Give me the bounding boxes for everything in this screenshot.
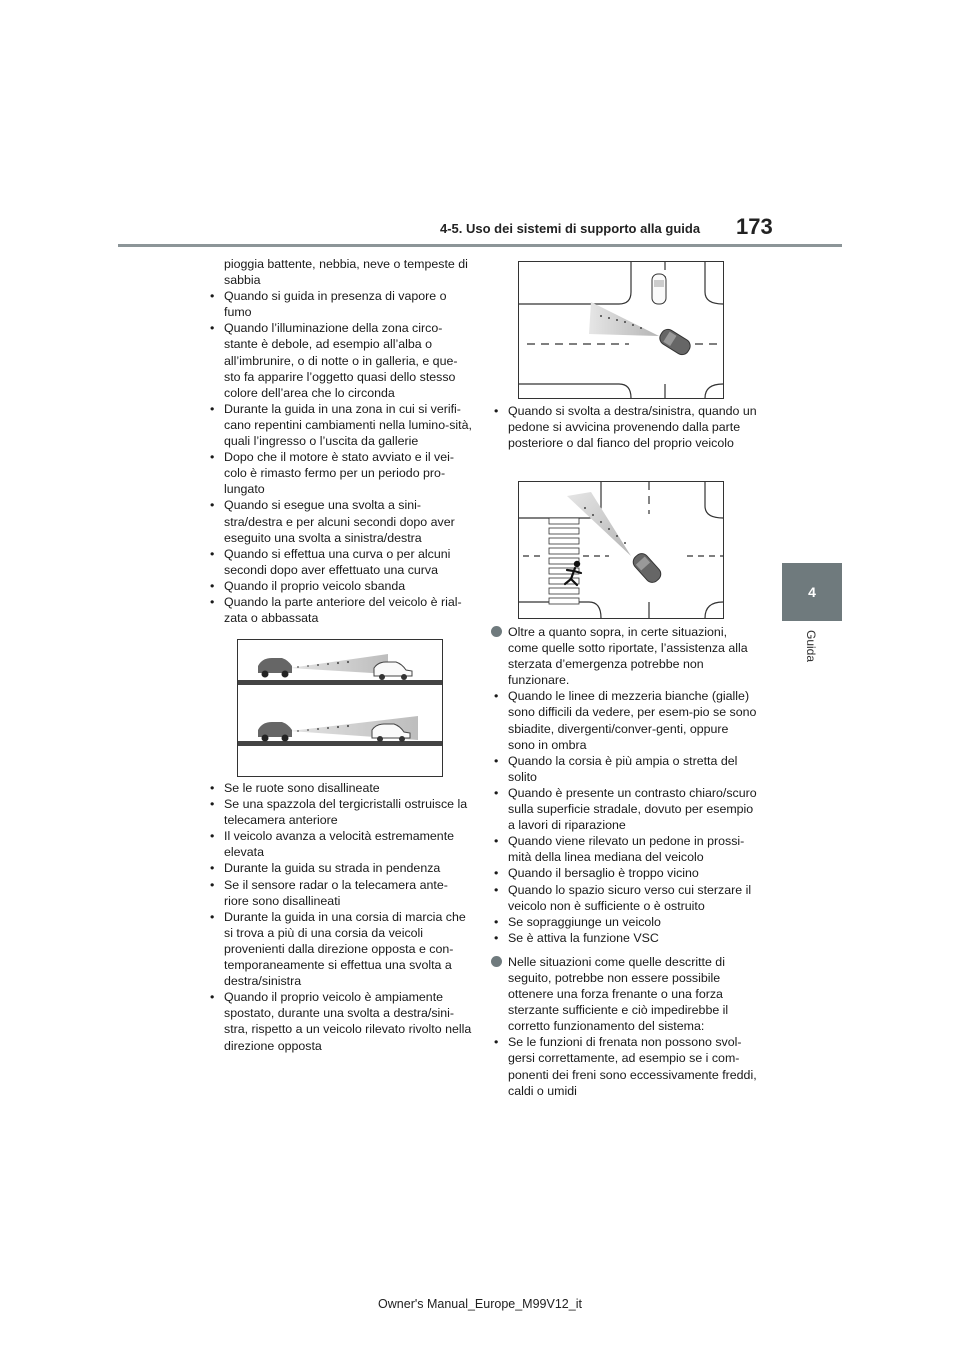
- list-item: • Quando il bersaglio è troppo vicino: [490, 865, 758, 881]
- chapter-tab: 4: [782, 563, 842, 621]
- car-icon: [374, 662, 412, 680]
- crosswalk: [549, 518, 579, 604]
- list-item: • Quando si effettua una curva o per alcuni secondi dopo aver effettuato una curva: [206, 546, 472, 578]
- car-icon: [652, 274, 666, 304]
- car-icon: [657, 327, 693, 358]
- list-item: • Quando si svolta a destra/sinistra, quando un pedone si avvicina provenendo dalla parte posteriore o dal fianco del proprio veicolo: [490, 403, 758, 451]
- note-paragraph: [490, 624, 758, 688]
- car-icon: [258, 658, 292, 678]
- left-column-top: [206, 256, 472, 626]
- illustration-pedestrian-crossing: [518, 481, 724, 619]
- footer-text: Owner's Manual_Europe_M99V12_it: [378, 1297, 582, 1311]
- intersection-turn-drawing: [519, 262, 723, 398]
- list-item: • Quando viene rilevato un pedone in prossi-mità della linea mediana del veicolo: [490, 833, 758, 865]
- chapter-label: Guida: [804, 630, 818, 663]
- header-divider: [118, 244, 842, 247]
- bullet-list-right-3: [490, 1034, 758, 1098]
- bullet-list-right-2: [490, 688, 758, 946]
- list-item: • Se è attiva la funzione VSC: [490, 930, 758, 946]
- bullet-list-right-1: [490, 403, 758, 451]
- list-item: • Durante la guida in una corsia di marcia che si trova a più di una corsia da veicoli provenienti dalla direzione opposta e con-temporaneamente si effettua una svolta a destra/sinistra: [206, 909, 472, 989]
- bullet-circle-icon: [491, 626, 502, 637]
- bullet-list-bottom: [206, 780, 472, 1054]
- radar-road-drawing: [238, 640, 442, 776]
- list-item: • Quando lo spazio sicuro verso cui sterzare il veicolo non è sufficiente o è ostruito: [490, 882, 758, 914]
- list-item: • Quando la parte anteriore del veicolo è rial-zata o abbassata: [206, 594, 472, 626]
- list-item: • Se sopraggiunge un veicolo: [490, 914, 758, 930]
- list-item: • Quando il proprio veicolo è ampiamente spostato, durante una svolta a destra/sini-stra, rispetto a un veicolo rilevato rivolto nella direzione opposta: [206, 989, 472, 1053]
- note-paragraph: [490, 954, 758, 1034]
- list-item: • Quando si esegue una svolta a sini-stra/destra e per alcuni secondi dopo aver eseguito una svolta a sinistra/destra: [206, 497, 472, 545]
- right-column-bottom: [490, 624, 758, 1099]
- illustration-radar-road: [237, 639, 443, 777]
- page-number: 173: [736, 214, 773, 239]
- list-item: • Il veicolo avanza a velocità estremamente elevata: [206, 828, 472, 860]
- car-icon: [630, 551, 663, 585]
- car-icon: [258, 722, 292, 742]
- list-item: • Se le funzioni di frenata non possono svol-gersi correttamente, ad esempio se i com-ponenti dei freni sono eccessivamente freddi, caldi o umidi: [490, 1034, 758, 1098]
- bullet-circle-icon: [491, 956, 502, 967]
- bullet-list-top: [206, 288, 472, 626]
- note-text: Nelle situazioni come quelle descritte di seguito, potrebbe non essere possibile ottenere una forza frenante o una forza sterzante sufficiente e ciò impedirebbe il corretto funzionamento del sistema:: [508, 954, 729, 1034]
- list-item: • Quando la corsia è più ampia o stretta del solito: [490, 753, 758, 785]
- list-item: • Quando il proprio veicolo sbanda: [206, 578, 472, 594]
- list-item: • Durante la guida su strada in pendenza: [206, 860, 472, 876]
- continuation-text: pioggia battente, nebbia, neve o tempeste di sabbia: [224, 257, 468, 288]
- list-item: • Quando è presente un contrasto chiaro/scuro sulla superficie stradale, dovuto per esempio a lavori di riparazione: [490, 785, 758, 833]
- list-item: • Se una spazzola del tergicristalli ostruisce la telecamera anteriore: [206, 796, 472, 828]
- illustration-intersection-turn: [518, 261, 724, 399]
- note-text: Oltre a quanto sopra, in certe situazioni, come quelle sotto riportate, l’assistenza alla sterzata d’emergenza potrebbe non funzionare.: [508, 625, 748, 688]
- left-column-bottom: [206, 780, 472, 1054]
- pedestrian-crossing-drawing: [519, 482, 723, 618]
- section-title: 4-5. Uso dei sistemi di supporto alla guida: [440, 221, 701, 236]
- list-item: • Dopo che il motore è stato avviato e il vei-colo è rimasto fermo per un periodo pro-lungato: [206, 449, 472, 497]
- list-item: • Quando si guida in presenza di vapore o fumo: [206, 288, 472, 320]
- list-item: • Se il sensore radar o la telecamera ante-riore sono disallineati: [206, 877, 472, 909]
- list-item: • Quando le linee di mezzeria bianche (gialle) sono difficili da vedere, per esem-pio se sono sbiadite, divergenti/conver-genti, oppure sono in ombra: [490, 688, 758, 752]
- list-item: • Durante la guida in una zona in cui si verifi-cano repentini cambiamenti nella lumino-sità, quali l’ingresso o l’uscita da gallerie: [206, 401, 472, 449]
- list-item: • Quando l’illuminazione della zona circo-stante è debole, ad esempio all’alba o all’imbrunire, o di notte o in galleria, e que-sto fa apparire l’oggetto quasi dello stesso colore dell’area che lo circonda: [206, 320, 472, 400]
- list-item: • Se le ruote sono disallineate: [206, 780, 472, 796]
- right-column-middle: [490, 403, 758, 451]
